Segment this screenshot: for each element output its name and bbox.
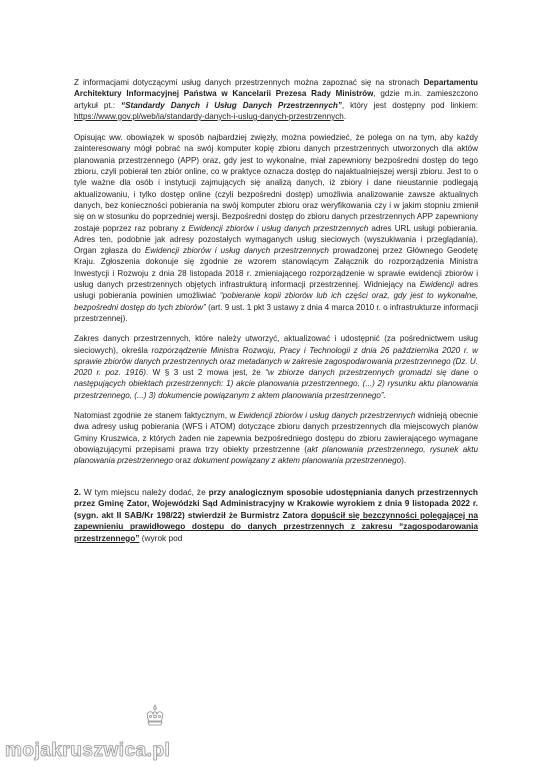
text: (art. 9 ust. 1 pkt 3 ustawy z dnia 4 marca 2010 r. o infrastrukturze informacji przestrzennej). <box>74 302 478 323</box>
text: ). <box>401 456 407 466</box>
text: (wyrok pod <box>139 532 183 543</box>
document-body <box>74 77 478 544</box>
text: adres usługi pobierania powinien umożliwiać <box>74 280 478 301</box>
italic-quote: “pobieranie kopii zbiorów lub ich części oraz, gdy jest to wykonalne, bezpośredni dostęp do tych zbiorów” <box>74 291 478 312</box>
text: widnieją obecnie dwa adresy usług pobierania (WFS i ATOM) dotyczące zbioru danych przestrzennych dla miejscowych planów Gminy Kruszwica, z których żaden nie zapewnia bezpośredniego dostępu do zbioru zawierającego wymagane obowiązującymi przepisami prawa trzy obiekty przestrzenne ( <box>74 411 478 454</box>
paragraph-facts <box>74 410 478 466</box>
crown-logo-icon <box>143 704 167 732</box>
bold-underlined-text: dopuścił się bezczynności polegającej na zapewnieniu prawidłowego dostępu do danych przestrzennych z zakresu “zagospodarowania przestrzennego” <box>74 509 478 543</box>
italic-text: Ewidencji zbiorów i usług danych przestrzennych <box>144 246 329 256</box>
bold-text: przy analogicznym sposobie udostępniania danych przestrzennych przez Gminę Zator, Wojewódzki Sąd Administracyjny w Krakowie wyrokiem z dnia 9 listopada 2022 r. (sygn. akt II SAB/Kr 198/22) stwierdził że Burmistrz Zatora <box>74 486 478 520</box>
text: . <box>343 111 347 121</box>
text: prowadzonej przez Głównego Geodetę Kraju. Zgłoszenia dokonuje się zgodnie ze wzorem stanowiącym Załącznik do rozporządzenia Ministra Inwestycji i Rozwoju z dnia 28 listopada 2018 r. zmieniającego rozporządzenie w sprawie ewidencji zbiorów i usług danych przestrzennych objętych infrastrukturą informacji przestrzennej. Widniejący na <box>74 246 479 290</box>
text: . <box>383 390 386 400</box>
italic-text: rozporządzenie Ministra Rozwoju, Pracy i Technologii z dnia 26 października 2020 r. w sprawie zbiorów danych przestrzennych oraz metadanych w zakresie zagospodarowania przestrzennego (Dz. U. 2020 r. poz. 1916) <box>74 345 479 378</box>
paragraph-obligation <box>74 132 478 324</box>
text: , gdzie m.in. zamieszczono artykuł pt.: <box>74 89 478 110</box>
text: Z informacjami dotyczącymi usług danych przestrzennych można zapoznać się na stronach <box>74 78 424 87</box>
text: Opisując ww. obowiązek w sposób najbardziej zwięzły, można powiedzieć, że polega on na tym, aby każdy zainteresowany mógł pobrać na swój komputer kopię zbioru danych przestrzennych utworzonych dla aktów planowania przestrzennego (APP) oraz, gdy jest to wykonalne, miał zapewniony bezpośredni dostęp do tego zbioru, czyli pobierał ten zbiór online, co w praktyce oznacza dostęp do najaktualniejszej wersji zbioru. Jest to o tyle ważne dla osób i instytucji zajmujących się analizą danych, iż zbiory i dane nieustannie podlegają aktualizowaniu, i tylko dostęp online (czyli bezpośredni dostęp) umożliwia analizowanie zawsze aktualnych danych, bez konieczności pobierania na swój komputer zbioru oraz weryfikowania czy i w jakim stopniu zmienił się on w stosunku do poprzedniej wersji. Bezpośredni dostęp do zbioru danych przestrzennych APP zapewniony zostaje poprzez raz pobrany z <box>74 133 478 233</box>
italic-quote: “w zbiorze danych przestrzennych gromadzi się dane o następujących obiektach przestrzennych: 1) akcie planowania przestrzennego, (...) 2) rysunku aktu planowania przestrzennego, (...) 3) dokumencie powiązanym z aktem planowania przestrzennego” <box>74 368 478 400</box>
italic-text: akt planowania przestrzennego, rysunek aktu planowania przestrzennego <box>74 444 479 466</box>
paragraph-intro <box>74 77 478 122</box>
italic-text: Ewidencji zbiorów i usług danych przestrzennych <box>238 411 416 421</box>
section-number: 2. <box>74 486 81 497</box>
text: oraz <box>173 456 194 466</box>
italic-text: Ewidencji <box>419 280 454 290</box>
site-watermark <box>5 734 171 762</box>
italic-text: dokument powiązany z aktem planowania przestrzennego <box>193 456 402 466</box>
text: W tym miejscu należy dodać, że <box>80 486 209 497</box>
bold-text: Departamentu Architektury Informacyjnej Państwa w Kancelarii Prezesa Rady Ministrów <box>74 78 478 99</box>
text: . W § 3 ust 2 mowa jest, że <box>145 368 266 378</box>
standards-link[interactable]: https://www.gov.pl/web/ia/standardy-danych-i-uslug-danych-przestrzennych <box>74 111 344 121</box>
text: Zakres danych przestrzennych, które należy utworzyć, aktualizować i udostępnić (za pośrednictwem usług sieciowych), określa <box>74 334 478 355</box>
bold-italic-title <box>121 101 342 110</box>
watermark-text: mojakruszwica.pl <box>5 740 171 761</box>
text: Natomiast zgodnie ze stanem faktycznym, w <box>74 411 239 421</box>
text: adres URL usługi pobierania. Adres ten, podobnie jak adresy pozostałych wymaganych usług sieciowych (wyszukiwania i przeglądania), Organ zgłasza do <box>74 223 478 256</box>
text: , który jest dostępny pod linkiem: <box>341 100 478 110</box>
italic-text: Ewidencji zbiorów i usług danych przestrzennych <box>188 223 369 233</box>
paragraph-scope <box>74 333 478 401</box>
italic-text: “Standardy Danych i Usług Danych Przestrzennych” <box>121 100 342 110</box>
paragraph-court-ruling <box>74 487 478 545</box>
